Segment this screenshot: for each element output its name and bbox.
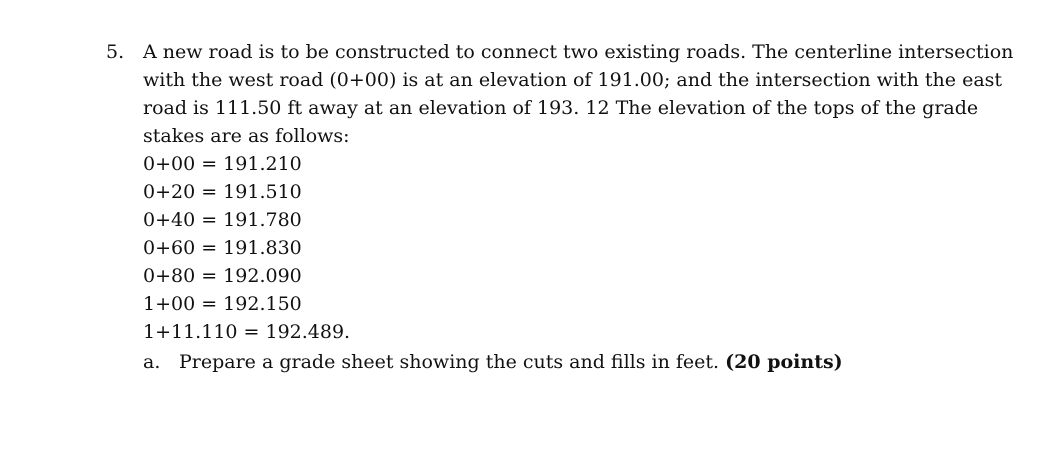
grade-stake-item: 0+00 = 191.210 — [143, 153, 302, 175]
grade-stake-item: 1+00 = 192.150 — [143, 293, 302, 315]
grade-stake-item: 0+40 = 191.780 — [143, 209, 302, 231]
question-stem-line: stakes are as follows: — [143, 125, 350, 147]
question-stem-line: A new road is to be constructed to connect two existing roads. The centerline intersection — [143, 41, 1014, 63]
grade-stake-list — [143, 150, 1043, 346]
question-part-a — [143, 348, 1043, 376]
part-letter: a. — [143, 351, 161, 373]
question-body — [143, 38, 1043, 376]
question-stem-line: with the west road (0+00) is at an elevation of 191.00; and the intersection with the east — [143, 69, 1003, 91]
grade-stake-item: 0+20 = 191.510 — [143, 181, 302, 203]
question-number: 5. — [106, 41, 125, 63]
grade-stake-item: 0+60 = 191.830 — [143, 237, 302, 259]
grade-stake-item: 1+11.110 = 192.489. — [143, 321, 351, 343]
grade-stake-item: 0+80 = 192.090 — [143, 265, 302, 287]
part-text: Prepare a grade sheet showing the cuts and fills in feet. — [179, 351, 720, 373]
part-points: (20 points) — [725, 351, 843, 373]
question-stem-line: road is 111.50 ft away at an elevation of 193. 12 The elevation of the tops of the grade — [143, 97, 979, 119]
